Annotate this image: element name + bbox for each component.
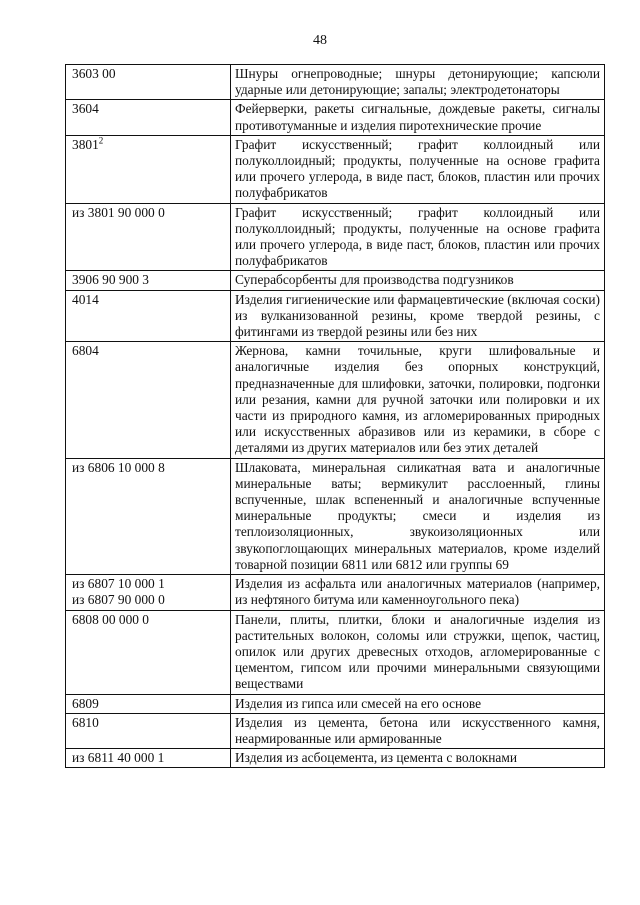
table-row	[66, 203, 605, 271]
code-cell	[66, 458, 231, 574]
code-footnote-mark: 2	[98, 135, 104, 146]
description-cell: Жернова, камни точильные, круги шлифовальные и аналогичные изделия без опорных конструкций, предназначенные для шлифовки, заточки, полировки, подгонки или резания, камни для ручной заточки или полировки и их части из природного камня, из агломерированных природных или искусственных абразивов или из керамики, в сборе с деталями из других материалов или без этих деталей	[231, 342, 605, 458]
table-row	[66, 271, 605, 290]
page-number: 48	[313, 33, 327, 48]
code-value: 6809	[72, 695, 99, 711]
code-cell	[66, 713, 231, 748]
table-row	[66, 694, 605, 713]
description-cell: Изделия из асфальта или аналогичных материалов (например, из нефтяного битума или каменноугольного пека)	[231, 575, 605, 610]
code-value: из 6811 40 000 1	[72, 750, 165, 766]
code-cell	[66, 610, 231, 694]
tariff-codes-table	[65, 64, 605, 768]
description-cell: Изделия из цемента, бетона или искусственного камня, неармированные или армированные	[231, 713, 605, 748]
table-row	[66, 610, 605, 694]
description-cell: Графит искусственный; графит коллоидный или полуколлоидный; продукты, полученные на основе графита или прочего углерода, в виде паст, блоков, пластин или прочих полуфабрикатов	[231, 203, 605, 271]
code-cell	[66, 65, 231, 100]
code-number: 3801	[72, 136, 99, 152]
table-row	[66, 342, 605, 458]
code-cell	[66, 100, 231, 135]
code-cell	[66, 575, 231, 610]
code-value: 3906 90 900 3	[72, 272, 149, 288]
code-value: из 3801 90 000 0	[72, 204, 165, 220]
description-cell: Суперабсорбенты для производства подгузников	[231, 271, 605, 290]
code-value	[72, 137, 226, 153]
code-cell	[66, 290, 231, 342]
description-cell: Фейерверки, ракеты сигнальные, дождевые ракеты, сигналы противотуманные и изделия пиротехнические прочие	[231, 100, 605, 135]
code-value: 6810	[72, 714, 99, 730]
table-row	[66, 749, 605, 768]
code-value: из 6806 10 000 8	[72, 459, 165, 475]
description-cell: Шлаковата, минеральная силикатная вата и аналогичные минеральные ваты; вермикулит расслоенный, глины вспученные, шлак вспененный и аналогичные вспученные минеральные продукты; смеси и изделия из теплоизоляционных, звукоизоляционных или звукопоглощающих минеральных материалов, кроме изделий товарной позиции 6811 или 6812 или группы 69	[231, 458, 605, 574]
table-row	[66, 135, 605, 203]
table-row	[66, 713, 605, 748]
description-cell: Изделия гигиенические или фармацевтические (включая соски) из вулканизованной резины, кроме твердой резины, с фитингами из твердой резины или без них	[231, 290, 605, 342]
description-cell: Изделия из гипса или смесей на его основе	[231, 694, 605, 713]
code-value: 3603 00	[72, 66, 116, 81]
code-cell	[66, 135, 231, 203]
code-value: из 6807 10 000 1	[72, 576, 165, 592]
code-cell	[66, 749, 231, 768]
table-row	[66, 575, 605, 610]
description-cell: Панели, плиты, плитки, блоки и аналогичные изделия из растительных волокон, соломы или стружки, щепок, частиц, опилок или других древесных отходов, агломерированные с цементом, гипсом или прочими минеральными связующими веществами	[231, 610, 605, 694]
description-cell: Изделия из асбоцемента, из цемента с волокнами	[231, 749, 605, 768]
code-value: 6808 00 000 0	[72, 611, 149, 627]
code-cell	[66, 694, 231, 713]
code-value: 4014	[72, 291, 99, 307]
description-cell: Шнуры огнепроводные; шнуры детонирующие; капсюли ударные или детонирующие; запалы; электродетонаторы	[231, 65, 605, 100]
table-row	[66, 100, 605, 135]
table-row	[66, 65, 605, 100]
code-cell	[66, 203, 231, 271]
code-value: из 6807 90 000 0	[72, 592, 165, 608]
code-value: 6804	[72, 343, 99, 359]
code-value: 3604	[72, 101, 99, 117]
description-cell: Графит искусственный; графит коллоидный или полуколлоидный; продукты, полученные на основе графита или прочего углерода, в виде паст, блоков, пластин или прочих полуфабрикатов	[231, 135, 605, 203]
code-cell	[66, 342, 231, 458]
table-row	[66, 458, 605, 574]
code-cell	[66, 271, 231, 290]
table-row	[66, 290, 605, 342]
